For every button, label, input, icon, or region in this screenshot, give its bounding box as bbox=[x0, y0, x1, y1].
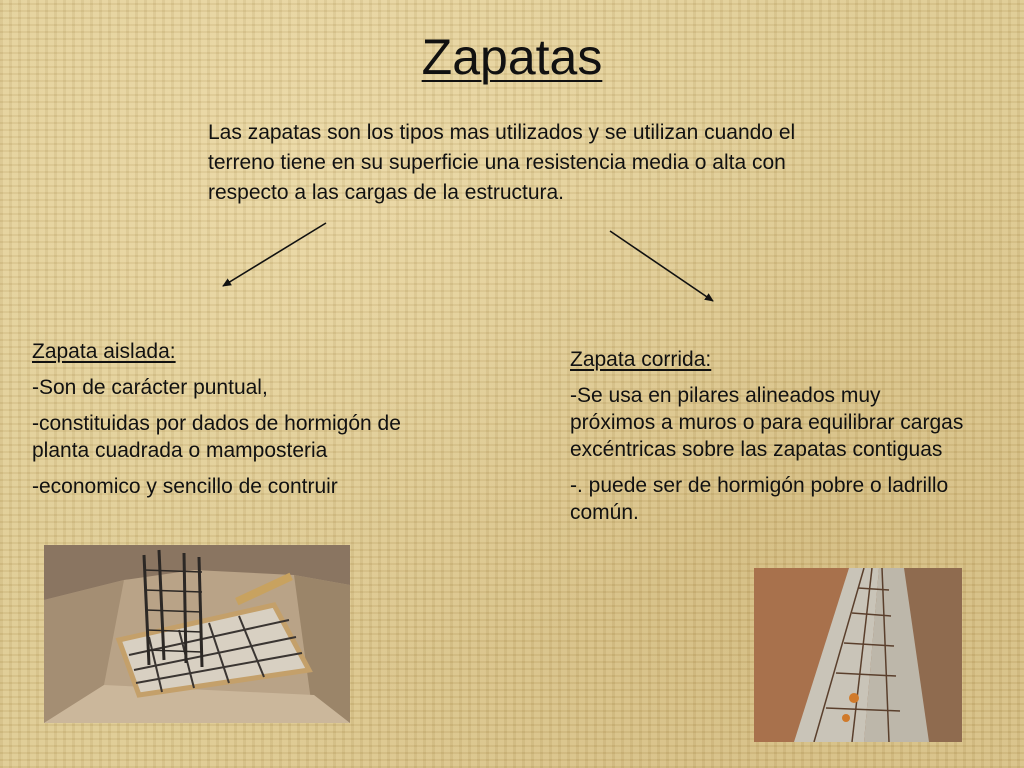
arrow-down-left-icon bbox=[223, 223, 326, 286]
strip-footing-item: -Se usa en pilares alineados muy próximos a muros o para equilibrar cargas excéntricas sobre las zapatas contiguas bbox=[570, 384, 964, 461]
strip-footing-section bbox=[570, 346, 970, 535]
isolated-footing-section bbox=[32, 338, 462, 509]
strip-footing-item: -. puede ser de hormigón pobre o ladrillo común. bbox=[570, 474, 949, 524]
isolated-footing-item: -Son de carácter puntual, bbox=[32, 376, 268, 399]
strip-footing-heading: Zapata corrida: bbox=[570, 348, 712, 371]
isolated-footing-item: -constituidas por dados de hormigón de planta cuadrada o mamposteria bbox=[32, 412, 401, 462]
isolated-footing-item: -economico y sencillo de contruir bbox=[32, 475, 338, 498]
isolated-footing-heading: Zapata aislada: bbox=[32, 340, 176, 363]
intro-paragraph: Las zapatas son los tipos mas utilizados y se utilizan cuando el terreno tiene en su superficie una resistencia media o alta con respecto a las cargas de la estructura. bbox=[208, 121, 796, 204]
slide-title: Zapatas bbox=[421, 29, 603, 85]
strip-footing-photo bbox=[754, 568, 962, 742]
isolated-footing-photo bbox=[44, 545, 350, 723]
arrow-down-right-icon bbox=[610, 231, 713, 301]
